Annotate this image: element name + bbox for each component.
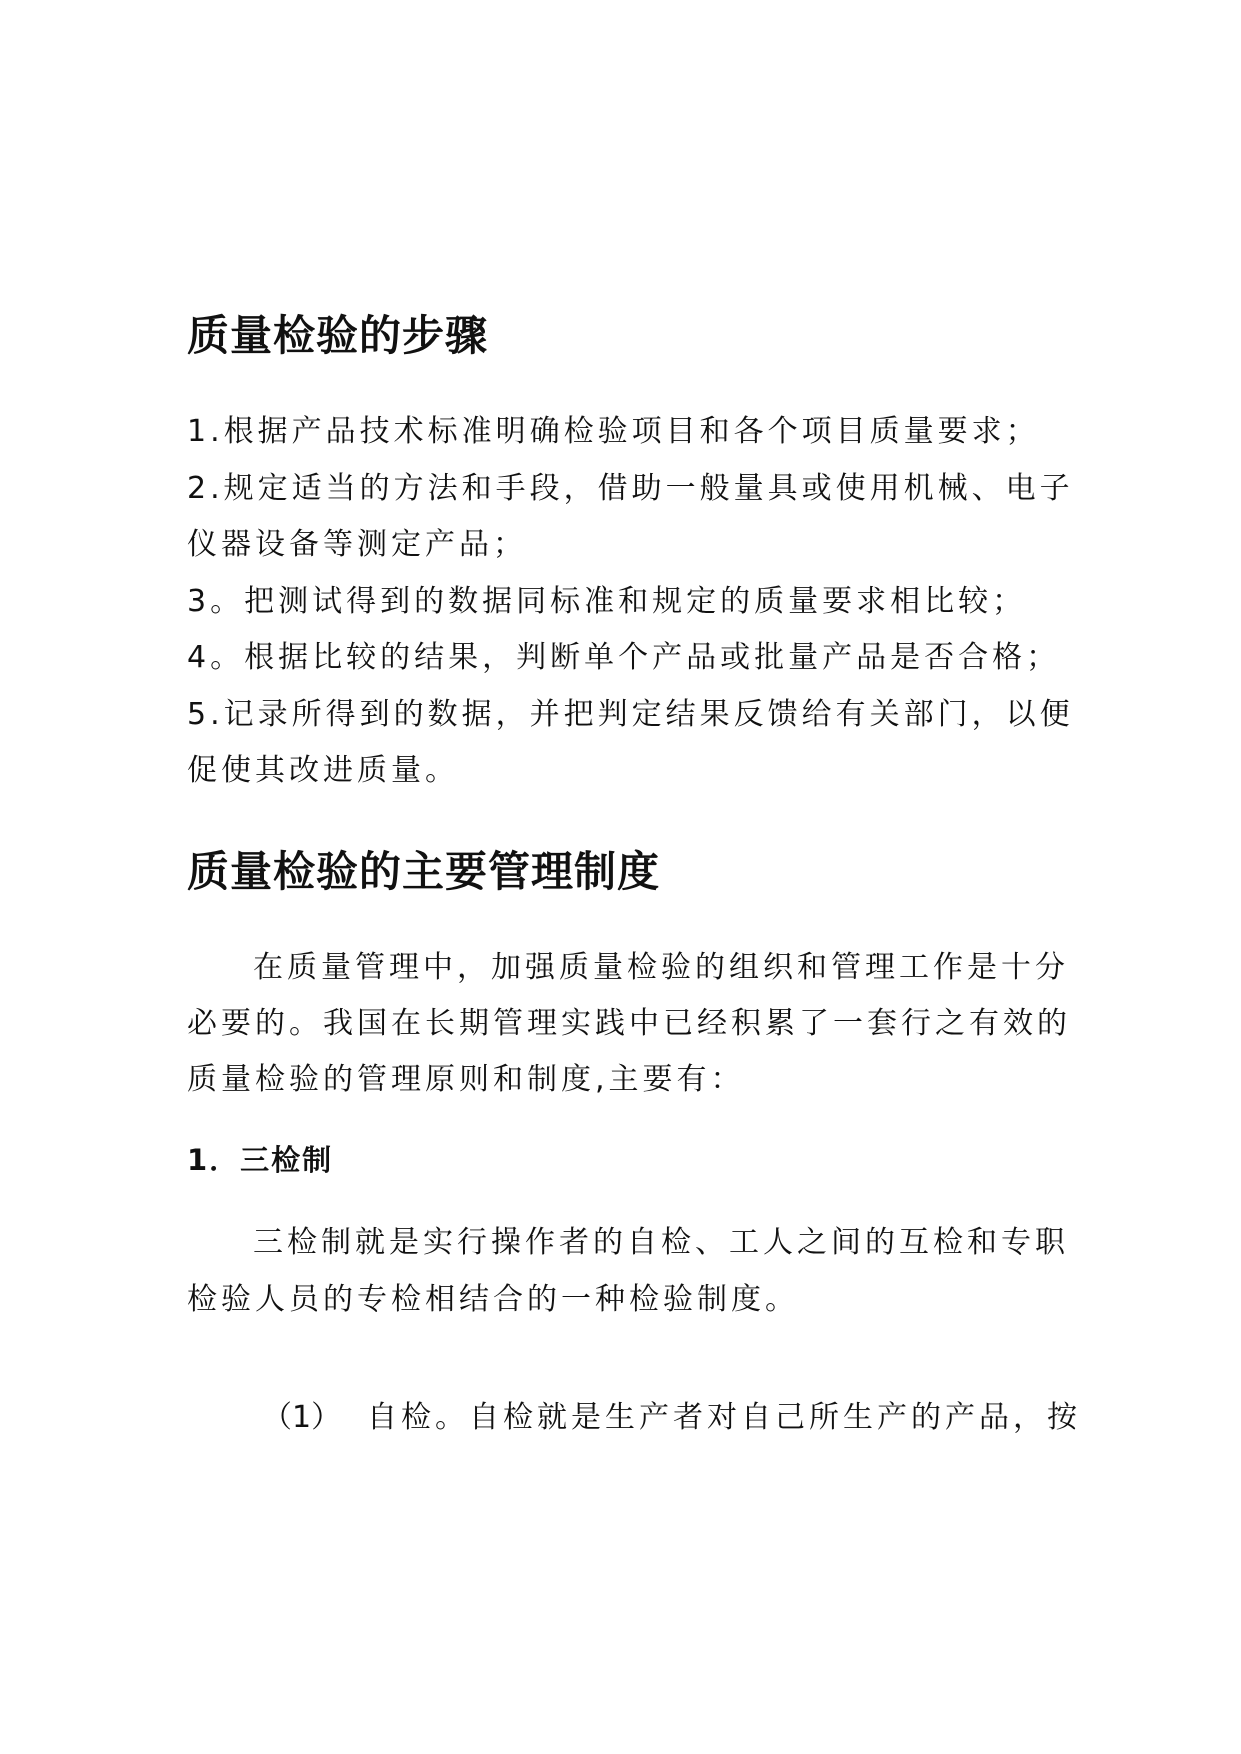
step-line-5: 5.记录所得到的数据，并把判定结果反馈给有关部门，以便	[187, 697, 1074, 732]
section-title-management-system: 质量检验的主要管理制度	[187, 847, 661, 896]
desc-paragraph-line-2: 检验人员的专检相结合的一种检验制度。	[187, 1282, 799, 1317]
step-line-5-cont: 促使其改进质量。	[187, 753, 459, 788]
step-line-3: 3。把测试得到的数据同标准和规定的质量要求相比较；	[187, 584, 1027, 619]
section-title-inspection-steps: 质量检验的步骤	[187, 311, 489, 360]
subheading-three-inspection: 1．三检制	[187, 1143, 334, 1177]
step-line-1: 1.根据产品技术标准明确检验项目和各个项目质量要求；	[187, 414, 1040, 449]
item-number-1: （1）	[262, 1400, 342, 1435]
item-text-1: 自检。自检就是生产者对自己所生产的产品，按	[367, 1400, 1081, 1435]
step-line-2: 2.规定适当的方法和手段，借助一般量具或使用机械、电子	[187, 471, 1074, 506]
intro-paragraph-line-1: 在质量管理中，加强质量检验的组织和管理工作是十分	[253, 950, 1069, 985]
step-line-2-cont: 仪器设备等测定产品；	[187, 527, 527, 562]
desc-paragraph-line-1: 三检制就是实行操作者的自检、工人之间的互检和专职	[253, 1225, 1069, 1260]
intro-paragraph-line-2: 必要的。我国在长期管理实践中已经积累了一套行之有效的	[187, 1006, 1071, 1041]
intro-paragraph-line-3: 质量检验的管理原则和制度,主要有：	[187, 1062, 745, 1097]
step-line-4: 4。根据比较的结果，判断单个产品或批量产品是否合格；	[187, 640, 1061, 675]
